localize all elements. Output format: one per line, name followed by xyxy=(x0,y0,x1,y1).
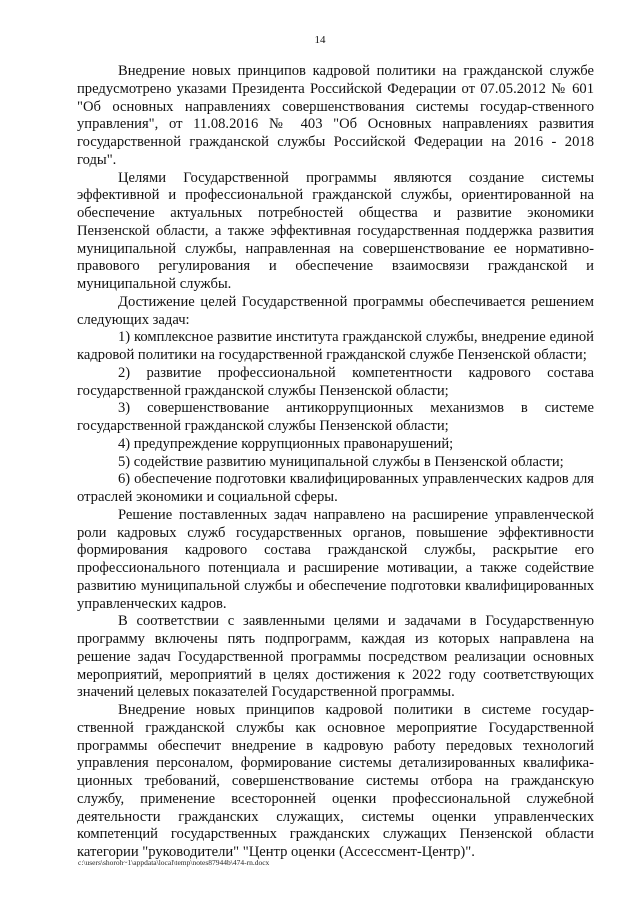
paragraph: Внедрение новых принципов кадровой политики на гражданской службе предусмотрено указами Президента Российской Федерации от 07.05.2012 № 601 "Об основных направлениях совершенствования системы государ-ственного управления", от 11.08.2016 № 403 "Об Основных направлениях развития государственной гражданской службы Российской Федерации на 2016 - 2018 годы". xyxy=(77,63,594,168)
paragraph: Целями Государственной программы являются создание системы эффективной и профессиональной гражданской службы, ориентированной на обеспечение актуальных потребностей общества и развитие экономики Пензенской области, а также эффективная государственная поддержка развития муниципальной службы, направленная на совершенствование ее нормативно-правового регулирования и обеспечение взаимосвязи гражданской и муниципальной службы. xyxy=(77,169,594,292)
paragraph: Достижение целей Государственной программы обеспечивается решением следующих задач: xyxy=(77,293,594,328)
document-body xyxy=(77,63,594,862)
paragraph: Решение поставленных задач направлено на расширение управленческой роли кадровых служб государственных органов, повышение эффективности формирования кадрового состава гражданской службы, раскрытие его профессионального потенциала и расширение мотивации, а также содействие развитию муниципальной службы и обеспечение подготовки квалифицированных управленческих кадров. xyxy=(77,506,594,612)
list-item: 1) комплексное развитие института гражданской службы, внедрение единой кадровой политики на государственной гражданской службе Пензенской области; xyxy=(77,329,594,363)
list-item: 6) обеспечение подготовки квалифицированных управленческих кадров для отраслей экономики и социальной сферы. xyxy=(77,471,594,505)
footer-file-path: c:\users\shoroh~1\appdata\local\temp\notes87944b\474-rn.docx xyxy=(78,858,270,867)
list-item: 4) предупреждение коррупционных правонарушений; xyxy=(118,435,454,452)
paragraph: В соответствии с заявленными целями и задачами в Государственную программу включены пять подпрограмм, каждая из которых направлена на решение задач Государственной программы посредством реализации основных мероприятий, мероприятий в целях достижения к 2022 году соответствующих значений целевых показателей Государственной программы. xyxy=(77,613,594,701)
list-item: 5) содействие развитию муниципальной службы в Пензенской области; xyxy=(118,453,564,470)
paragraph: Внедрение новых принципов кадровой политики в системе государ-ственной гражданской службы как основное мероприятие Государственной программы обеспечит внедрение в кадровую работу передовых технологий управления персоналом, формирование системы детализированных квалифика-ционных требований, совершенствование системы отбора на гражданскую службу, применение всесторонней оценки профессиональной служебной деятельности гражданских служащих, системы оценки управленческих компетенций государственных гражданских служащих Пензенской области категории "руководители" "Центр оценки (Ассессмент-Центр)". xyxy=(77,702,594,860)
list-item: 3) совершенствование антикоррупционных механизмов в системе государственной гражданской службы Пензенской области; xyxy=(77,400,594,434)
page-number: 14 xyxy=(314,34,326,46)
list-item: 2) развитие профессиональной компетентности кадрового состава государственной гражданской службы Пензенской области; xyxy=(77,364,594,399)
